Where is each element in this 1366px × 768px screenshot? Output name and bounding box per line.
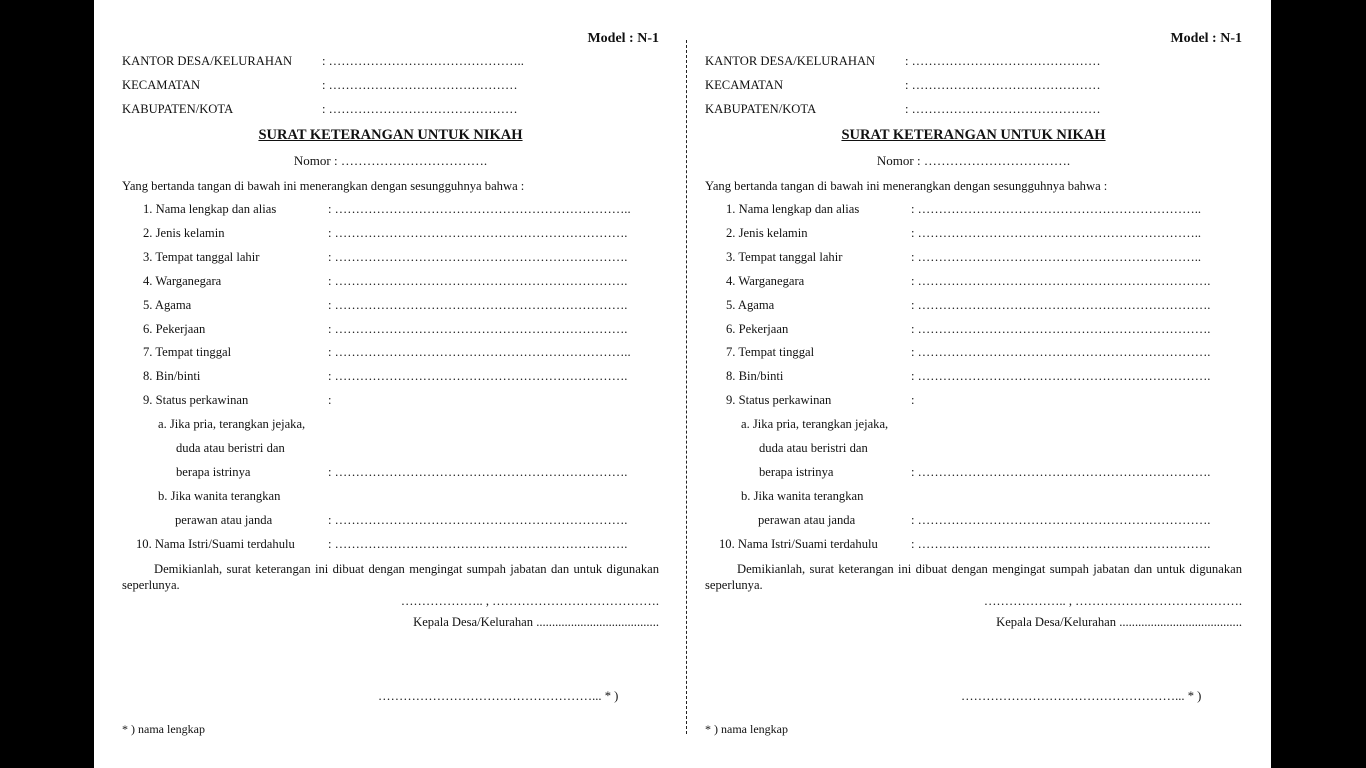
item-label: 9. Status perkawinan [143,393,249,407]
item-label: 10. Nama Istri/Suami terdahulu [719,537,878,551]
signature-line: ……………………………………………... * ) [378,689,619,703]
header-kabupaten-label: KABUPATEN/KOTA [705,102,817,116]
item-value: : ……………………………………………………………. [911,298,1211,312]
model-label: Model : N-1 [587,31,659,46]
document-number: Nomor : ……………………………. [293,153,488,168]
item-label: 8. Bin/binti [143,369,201,383]
header-kabupaten-value: : ……………………………………… [905,102,1101,116]
item-label: b. Jika wanita terangkan [158,489,281,503]
footnote: * ) nama lengkap [122,722,205,736]
item-label: 1. Nama lengkap dan alias [726,202,860,216]
item-value: : ………………………………………………………….. [911,226,1202,240]
item-value: : ………………………………………………………….. [911,250,1202,264]
item-value: : ……………………………………………………………. [328,274,628,288]
item-label: 2. Jenis kelamin [726,226,808,240]
item-label: perawan atau janda [175,513,273,527]
item-label: a. Jika pria, terangkan jejaka, [741,417,889,431]
item-label: berapa istrinya [759,465,834,479]
item-value: : ……………………………………………………………. [911,345,1211,359]
item-label: duda atau beristri dan [176,441,285,455]
header-kantor-label: KANTOR DESA/KELURAHAN [122,54,293,68]
signature-line: ……………………………………………... * ) [961,689,1202,703]
place-date-line: ……………….. , …………………………………. [400,594,659,608]
document-title: SURAT KETERANGAN UNTUK NIKAH [258,127,523,143]
header-kecamatan-label: KECAMATAN [705,78,784,92]
item-label: berapa istrinya [176,465,251,479]
item-value: : …………………………………………………………….. [328,345,631,359]
item-value: : ……………………………………………………………. [328,369,628,383]
header-kecamatan-label: KECAMATAN [122,78,201,92]
item-value: : ……………………………………………………………. [328,537,628,551]
item-label: 3. Tempat tanggal lahir [726,250,843,264]
document-title: SURAT KETERANGAN UNTUK NIKAH [841,127,1106,143]
header-kabupaten-value: : ……………………………………… [322,102,518,116]
kepala-desa-line: Kepala Desa/Kelurahan ....................................... [996,615,1242,629]
header-kabupaten-label: KABUPATEN/KOTA [122,102,234,116]
header-kecamatan-value: : ……………………………………… [905,78,1101,92]
intro-text: Yang bertanda tangan di bawah ini menerangkan dengan sesungguhnya bahwa : [705,179,1108,193]
item-label: a. Jika pria, terangkan jejaka, [158,417,306,431]
footnote: * ) nama lengkap [705,722,788,736]
header-kantor-value: : ……………………………………….. [322,54,524,68]
item-value: : ……………………………………………………………. [911,513,1211,527]
item-label: 6. Pekerjaan [726,322,789,336]
item-label: 5. Agama [726,298,775,312]
item-label: 4. Warganegara [726,274,805,288]
closing-statement: Demikianlah, surat keterangan ini dibuat dengan mengingat sumpah jabatan dan untuk digunakan seperlunya. [122,562,659,592]
item-value: : ……………………………………………………………. [911,369,1211,383]
item-label: b. Jika wanita terangkan [741,489,864,503]
document-page [94,0,1271,768]
form-left [122,0,659,768]
item-value: : ……………………………………………………………. [328,465,628,479]
place-date-line: ……………….. , …………………………………. [983,594,1242,608]
item-label: 6. Pekerjaan [143,322,206,336]
item-value: : ……………………………………………………………. [911,322,1211,336]
item-value: : ……………………………………………………………. [911,537,1211,551]
item-value: : ……………………………………………………………. [328,322,628,336]
item-label: 5. Agama [143,298,192,312]
item-value: : [328,393,332,407]
item-value: : ……………………………………………………………. [328,513,628,527]
header-kecamatan-value: : ……………………………………… [322,78,518,92]
item-value: : [911,393,915,407]
item-label: 9. Status perkawinan [726,393,832,407]
item-value: : ……………………………………………………………. [911,465,1211,479]
item-value: : …………………………………………………………….. [328,202,631,216]
item-label: 3. Tempat tanggal lahir [143,250,260,264]
item-value: : ……………………………………………………………. [328,226,628,240]
item-label: 10. Nama Istri/Suami terdahulu [136,537,295,551]
item-label: 7. Tempat tinggal [143,345,232,359]
item-label: 4. Warganegara [143,274,222,288]
item-value: : ……………………………………………………………. [911,274,1211,288]
item-label: duda atau beristri dan [759,441,868,455]
header-kantor-label: KANTOR DESA/KELURAHAN [705,54,876,68]
item-label: 8. Bin/binti [726,369,784,383]
closing-statement: Demikianlah, surat keterangan ini dibuat dengan mengingat sumpah jabatan dan untuk digunakan seperlunya. [705,562,1242,592]
item-value: : ……………………………………………………………. [328,298,628,312]
model-label: Model : N-1 [1170,31,1242,46]
form-right [705,0,1242,768]
header-kantor-value: : ……………………………………… [905,54,1101,68]
item-label: 2. Jenis kelamin [143,226,225,240]
intro-text: Yang bertanda tangan di bawah ini menerangkan dengan sesungguhnya bahwa : [122,179,525,193]
kepala-desa-line: Kepala Desa/Kelurahan ....................................... [413,615,659,629]
document-number: Nomor : ……………………………. [876,153,1071,168]
cut-line-divider [686,40,687,734]
item-label: 7. Tempat tinggal [726,345,815,359]
item-label: 1. Nama lengkap dan alias [143,202,277,216]
item-value: : ……………………………………………………………. [328,250,628,264]
item-label: perawan atau janda [758,513,856,527]
item-value: : ………………………………………………………….. [911,202,1202,216]
